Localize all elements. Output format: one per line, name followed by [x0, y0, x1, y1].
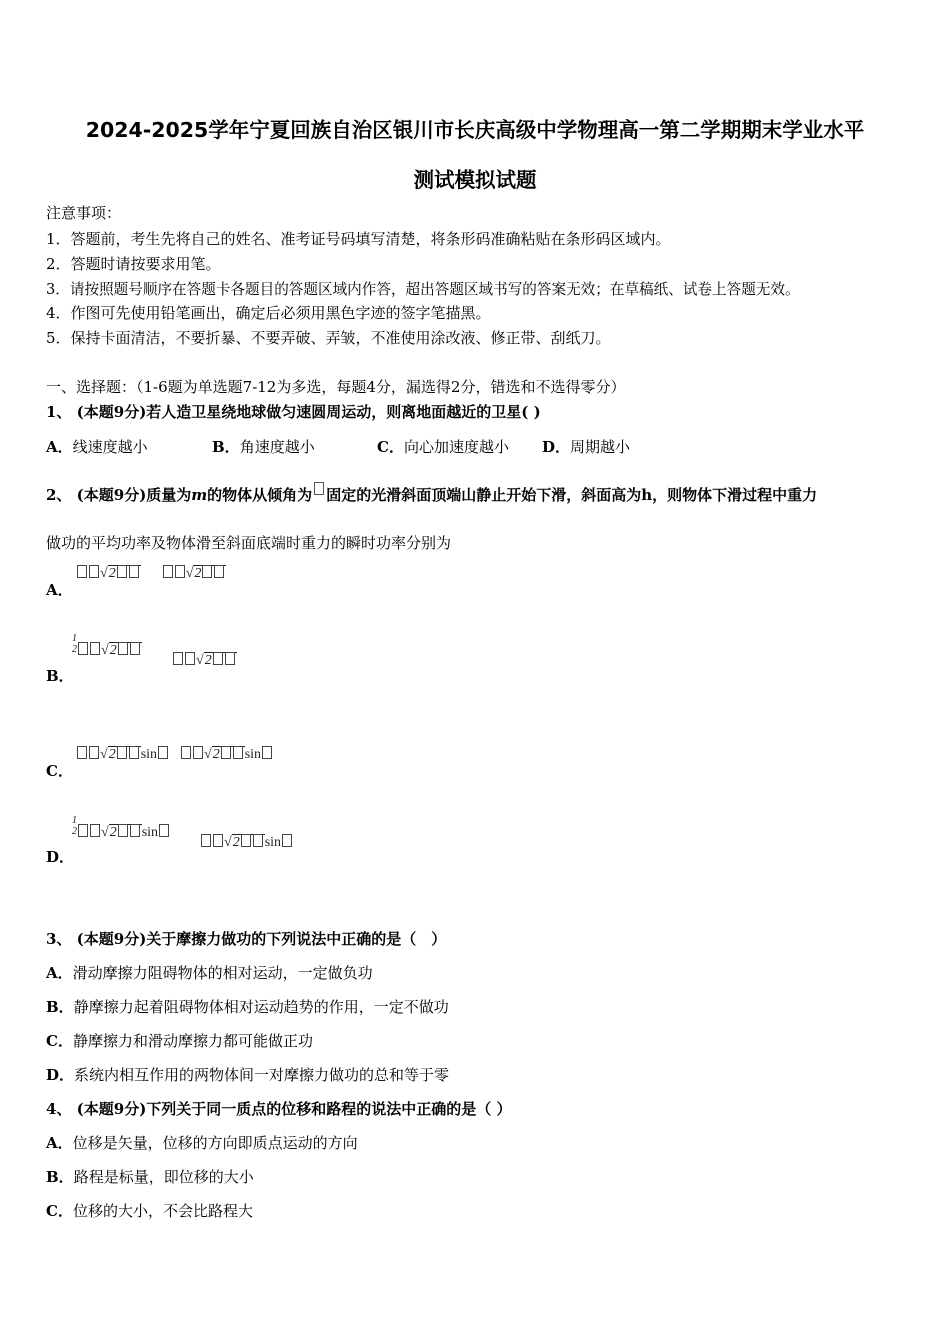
q4-option-a: A．位移是矢量，位移的方向即质点运动的方向: [46, 1134, 358, 1152]
q1-option-b: [212, 436, 315, 457]
q1-option-d: [542, 436, 630, 457]
notice-item-2: 2．答题时请按要求用笔。: [46, 255, 221, 273]
notice-heading: 注意事项：: [46, 204, 122, 222]
q1-stem: 1、 (本题9分)若人造卫星绕地球做匀速圆周运动，则离地面越近的卫星( ): [46, 403, 541, 421]
q2-option-b-formula-1: 1 2 √2: [72, 633, 142, 659]
q2-option-a-letter: A．: [46, 581, 73, 599]
q2-option-c-letter: C．: [46, 762, 73, 780]
option-letter: B．: [212, 438, 240, 456]
option-text: 周期越小: [570, 438, 631, 456]
q2-stem-line1: 2、 (本题9分)质量为m的物体从倾角为 固定的光滑斜面顶端山静止开始下滑，斜面高为h，则物体下滑过程中重力: [46, 482, 817, 505]
document-title-line2: 测试模拟试题: [413, 168, 537, 192]
q1-option-c: [377, 436, 509, 457]
document-title-line1: 2024-2025学年宁夏回族自治区银川市长庆高级中学物理高一第二学期期末学业水平: [85, 118, 865, 142]
q2-option-d-formula-1: 1 2 √2 sin: [72, 815, 170, 841]
q2-option-d-letter: D．: [46, 848, 75, 866]
q2-option-b-formula-2: √2: [172, 652, 237, 669]
option-letter: C．: [377, 438, 404, 456]
q3-option-b: B．静摩擦力起着阻碍物体相对运动趋势的作用，一定不做功: [46, 998, 449, 1016]
notice-item-3: 3．请按照题号顺序在答题卡各题目的答题区域内作答，超出答题区域书写的答案无效；在草稿纸、试卷上答题无效。: [46, 281, 800, 298]
q2-option-d-formula-2: √2 sin: [200, 834, 293, 851]
q4-stem: 4、 (本题9分)下列关于同一质点的位移和路程的说法中正确的是（ ）: [46, 1100, 512, 1118]
option-text: 线速度越小: [72, 438, 148, 456]
theta-placeholder-icon: [314, 482, 324, 495]
q2-option-c-formula: √2 sin √2 sin: [76, 746, 273, 763]
q3-stem: 3、 (本题9分)关于摩擦力做功的下列说法中正确的是（ ）: [46, 930, 447, 948]
option-text: 向心加速度越小: [403, 438, 509, 456]
q2-option-a-formula: √2 √2: [76, 565, 226, 582]
q4-option-c: C．位移的大小，不会比路程大: [46, 1202, 253, 1220]
notice-item-4: 4．作图可先使用铅笔画出，确定后必须用黑色字迹的签字笔描黑。: [46, 304, 491, 322]
notice-item-5: 5．保持卡面清洁，不要折暴、不要弄破、弄皱，不准使用涂改液、修正带、刮纸刀。: [46, 329, 611, 347]
q3-option-c: C．静摩擦力和滑动摩擦力都可能做正功: [46, 1032, 313, 1050]
option-letter: A．: [46, 438, 73, 456]
q3-option-d: D．系统内相互作用的两物体间一对摩擦力做功的总和等于零: [46, 1066, 450, 1084]
q4-option-b: B．路程是标量，即位移的大小: [46, 1168, 254, 1186]
q3-option-a: A．滑动摩擦力阻碍物体的相对运动，一定做负功: [46, 964, 373, 982]
section-heading: 一、选择题：（1-6题为单选题7-12为多选，每题4分，漏选得2分，错选和不选得零分）: [46, 378, 626, 396]
option-letter: D．: [542, 438, 571, 456]
option-text: 角速度越小: [239, 438, 315, 456]
q2-stem-line2: 做功的平均功率及物体滑至斜面底端时重力的瞬时功率分别为: [46, 534, 452, 552]
q1-option-a: [46, 436, 148, 457]
q2-option-b-letter: B．: [46, 667, 74, 685]
notice-item-1: 1．答题前，考生先将自己的姓名、准考证号码填写清楚，将条形码准确粘贴在条形码区域内。: [46, 230, 671, 248]
mass-symbol: m: [191, 486, 208, 504]
